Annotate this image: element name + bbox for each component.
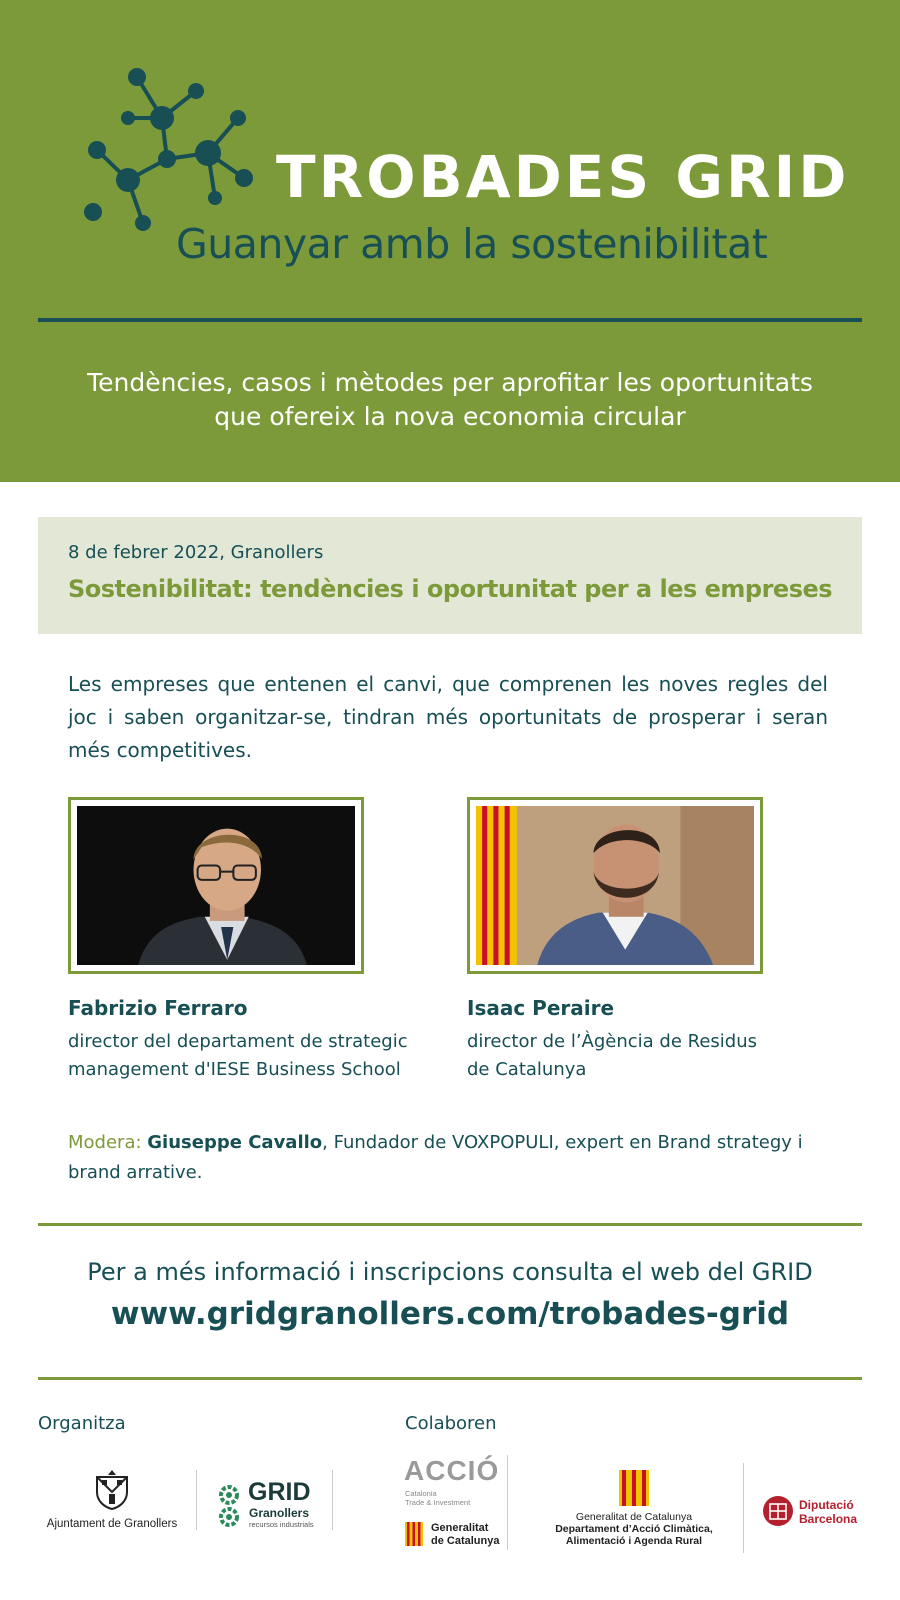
grid-logo-tag: recursos industrials (249, 1520, 314, 1529)
header-divider (38, 318, 862, 322)
speaker-photo-frame (68, 797, 364, 974)
event-box (38, 517, 862, 634)
moderator-description: , Fundador de VOXPOPULI, expert en Brand strategy i brand arrative. (68, 1132, 803, 1183)
speaker-photo-frame (467, 797, 763, 974)
accio-logo: ACCIÓ (404, 1455, 500, 1486)
gencat-logo-line2: de Catalunya (431, 1535, 500, 1547)
speaker-photo (476, 806, 754, 965)
logo-separator (743, 1463, 744, 1553)
moderator-name: Giuseppe Cavallo (147, 1132, 323, 1153)
grid-logo-sub: Granollers (249, 1506, 310, 1520)
portrait-man-glasses-image (77, 806, 355, 965)
ajuntament-shield-icon (93, 1468, 131, 1510)
intro-text: Les empreses que entenen el canvi, que comprenen les noves regles del joc i saben organitzar-se, tindran més oportunitats de prosperar i seran més competitives. (68, 672, 828, 762)
accio-logo-sub1: Catalonia (405, 1489, 437, 1498)
senyera-icon (405, 1522, 423, 1546)
speaker-name: Fabrizio Ferraro (68, 996, 248, 1020)
ajuntament-logo-text: Ajuntament de Granollers (46, 1518, 178, 1530)
speaker-name: Isaac Peraire (467, 996, 615, 1020)
dept-logo-line1: Generalitat de Catalunya (575, 1511, 693, 1523)
tagline (0, 366, 900, 434)
event-date: 8 de febrer 2022, Granollers (68, 542, 324, 563)
organitza-label: Organitza (38, 1413, 126, 1434)
info-text: Per a més informació i inscripcions consulta el web del GRID (87, 1258, 813, 1286)
speaker-role-line: de Catalunya (467, 1059, 587, 1080)
diputacio-emblem-icon (762, 1495, 794, 1527)
gear-icon (212, 1484, 246, 1528)
speaker-role (68, 1028, 428, 1084)
divider (38, 1377, 862, 1380)
gencat-logo-line1: Generalitat (431, 1522, 489, 1534)
tagline-line-2: que ofereix la nova economia circular (214, 402, 686, 431)
speaker-role-line: director del departament de strategic (68, 1031, 408, 1052)
senyera-icon (619, 1470, 649, 1506)
grid-logo-main: GRID (248, 1478, 311, 1506)
diputacio-logo-line1: Diputació (799, 1498, 854, 1512)
portrait-man-beard-image (476, 806, 754, 965)
speaker-role (467, 1028, 827, 1084)
speaker-photo (77, 806, 355, 965)
event-title: Sostenibilitat: tendències i oportunitat per a les empreses (68, 575, 833, 603)
diputacio-logo-line2: Barcelona (799, 1512, 858, 1526)
website-link[interactable]: www.gridgranollers.com/trobades-grid (110, 1296, 790, 1332)
colaboren-label: Colaboren (405, 1413, 497, 1434)
logo-separator (507, 1455, 508, 1550)
logo-separator (196, 1470, 197, 1530)
header-banner (0, 0, 900, 482)
dept-logo-line3: Alimentació i Agenda Rural (565, 1535, 703, 1547)
logo-separator (332, 1470, 333, 1530)
divider (38, 1223, 862, 1226)
accio-logo-sub2: Trade & Investment (405, 1498, 471, 1507)
tagline-line-1: Tendències, casos i mètodes per aprofitar les oportunitats (87, 368, 813, 397)
network-molecule-icon (75, 60, 275, 240)
dept-logo-line2: Departament d’Acció Climàtica, (555, 1523, 713, 1535)
speaker-role-line: management d'IESE Business School (68, 1059, 401, 1080)
speaker-role-line: director de l’Àgència de Residus (467, 1031, 757, 1052)
moderator-text (68, 1128, 828, 1188)
moderator-label: Modera: (68, 1132, 142, 1153)
page-title: TROBADES GRID (276, 143, 850, 211)
page-subtitle: Guanyar amb la sostenibilitat (176, 220, 768, 268)
